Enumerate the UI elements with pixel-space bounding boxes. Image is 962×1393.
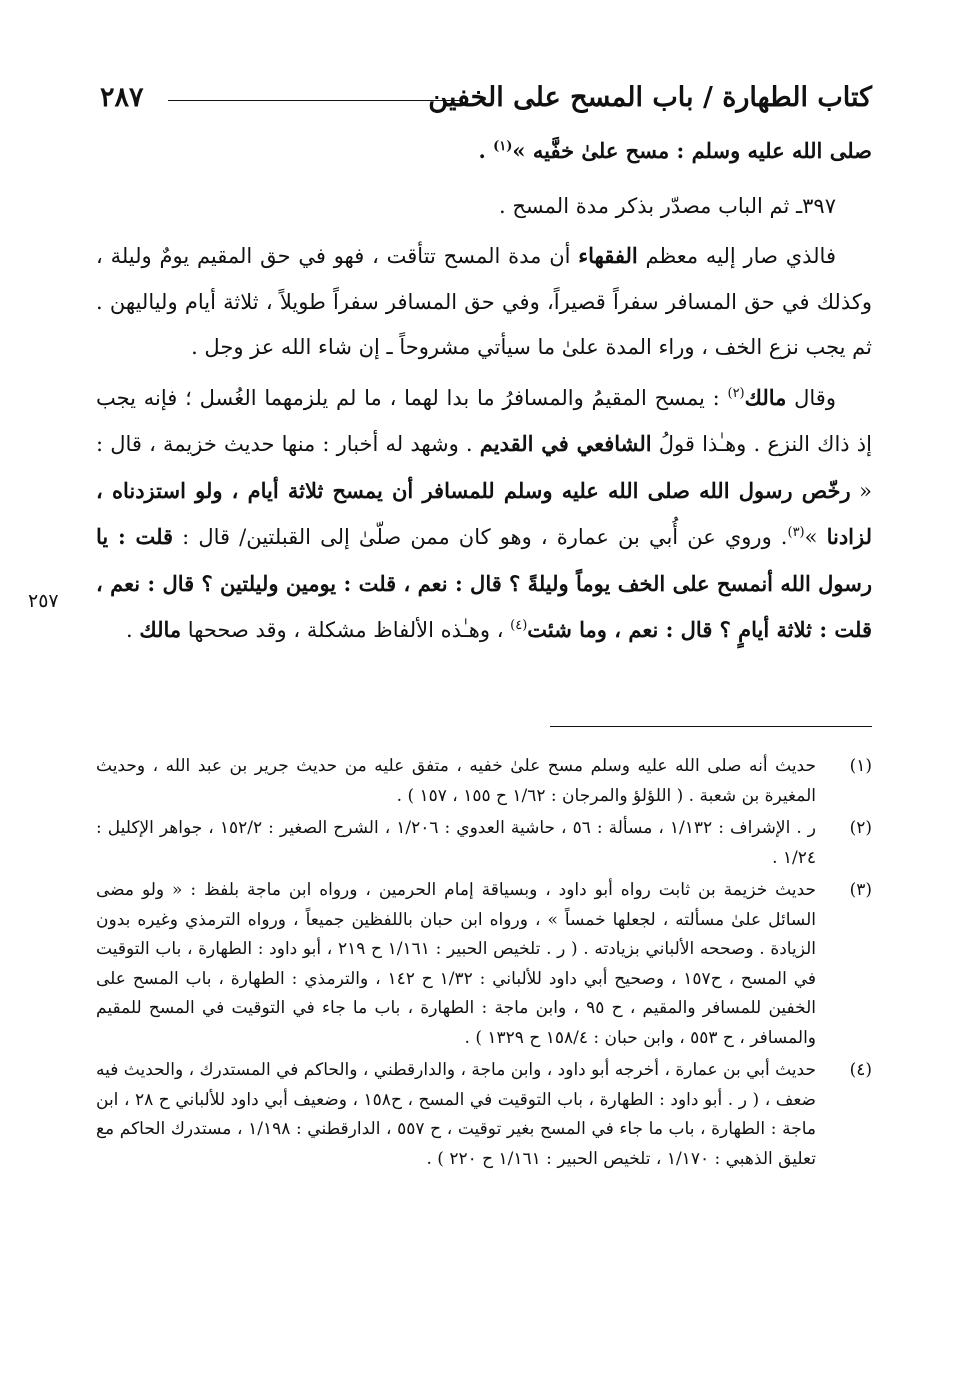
name-malik: مالك [139,617,182,642]
footnote-ref-2: (٢) [727,385,745,401]
footnote-text: حديث أبي بن عمارة ، أخرجه أبو داود ، وابن ماجة ، والدارقطني ، والحاكم في المستدرك ، والحديث فيه ضعف ، ( ر . أبو داود : الطهارة ، باب التوقيت في المسح ، ح١٥٨ ، وضعيف أبي داود للألباني ح ٢٨ ، ابن ماجة : الطهارة ، باب ما جاء في المسح بغير توقيت ، ح ٥٥٧ ، الدارقطني : ١/١٩٨ ، مستدرك الحاكم مع تعليق الذهبي : ١/١٧٠ ، تلخيص الحبير : ١/١٦١ ح ٢٢٠ ) . [96,1060,816,1169]
paragraph-malik [96,375,872,654]
hadith-ubayy: قلت : يا رسول الله أنمسح على الخف يوماً وليلةً ؟ قال : نعم ، قلت : يومين وليلتين ؟ قال : نعم ، قلت : ثلاثة أيامٍ ؟ قال : نعم ، وما شئت [96,524,872,642]
footnote-1 [96,752,872,811]
footnote-number: (١) [849,756,872,776]
text-run: : يمسح المقيمُ والمسافرُ ما بدا لهما ، ما لم يلزمهما الغُسل ؛ فإنه يجب إذ ذاك النزع . وهـٰذا قولُ [96,385,872,456]
page-number: ٢٨٧ [100,82,144,113]
text-run: فالذي صار إليه معظم [637,244,836,268]
running-header [100,78,872,118]
header-rule [168,100,463,101]
text-run: . وروي عن أُبي بن عمارة ، وهو كان ممن صلّىٰ إلى القبلتين/ قال : [173,525,788,549]
name-malik: مالك [744,384,787,410]
text-run: وقال [786,385,836,410]
paragraph-duration [96,233,872,371]
term-shafii: الشافعي في القديم [479,431,652,456]
hadith-khuzayma: رخّص رسول الله صلى الله عليه وسلم للمسافر أن يمسح ثلاثة أيام ، ولو استزدناه ، لزادنا [96,477,872,549]
footnote-text: ر . الإشراف : ١/١٣٢ ، مسألة : ٥٦ ، حاشية العدوي : ١/٢٠٦ ، الشرح الصغير : ١٥٢/٢ ، جواهر الإكليل : ١/٢٤ . [96,818,817,868]
footnote-ref-3: (٣) [787,525,805,540]
text-run: » [804,525,827,549]
footnote-3 [96,876,872,1053]
footnote-ref-4: (٤) [510,618,528,633]
term-fuqaha: الفقهاء [578,243,638,268]
footnote-separator [550,726,872,727]
paragraph-397 [96,184,872,230]
header-title: كتاب الطهارة / باب المسح على الخفين [428,82,872,113]
footnote-ref-1: (١) [493,139,513,154]
footnote-number: (٤) [849,1060,872,1080]
footnotes [96,752,872,1177]
footnote-number: (٣) [849,880,872,900]
footnote-2 [96,814,872,873]
footnote-text: حديث أنه صلى الله عليه وسلم مسح علىٰ خفيه ، متفق عليه من حديث جرير بن عبد الله ، وحديث المغيرة بن شعبة . ( اللؤلؤ والمرجان : ١/٦٢ ح ١٥٥ ، ١٥٧ ) . [96,756,816,806]
main-text [96,128,872,654]
footnote-4 [96,1056,872,1174]
continuation-line [96,128,872,174]
footnote-number: (٢) [849,818,872,838]
text-run: أن مدة المسح تتأقت ، فهو في حق المقيم يومٌ وليلة ، وكذلك في حق المسافر سفراً قصيراً، وفي حق المسافر سفراً طويلاً ، ثلاثة أيام ولياليهن . ثم يجب نزع الخف ، وراء المدة علىٰ ما سيأتي مشروحاً ـ إن شاء الله عز وجل . [96,244,872,359]
text-run: . وشهد له أخبار : منها حديث خزيمة ، قال : « [96,432,872,503]
continuation-text: صلى الله عليه وسلم : مسح علىٰ خفَّيه » [512,138,872,163]
footnote-text: حديث خزيمة بن ثابت رواه أبو داود ، وبسياقة إمام الحرمين ، ورواه ابن ماجة بلفظ : « ولو مضى السائل علىٰ مسألته ، لجعلها خمساً » ، ورواه ابن حبان باللفظين جميعاً ، ورواه الترمذي وغيره بدون الزيادة . وصححه الألباني بزيادته . ( ر . تلخيص الحبير : ١/١٦١ ح ٢١٩ ، أبو داود : الطهارة ، باب التوقيت في المسح ، ح١٥٧ ، وصحيح أبي داود للألباني : ١/٣٢ ح ١٤٢ ، والترمذي : الطهارة ، باب المسح على الخفين للمسافر والمقيم ، ح ٩٥ ، وابن ماجة : الطهارة ، باب ما جاء في التوقيت في المسح للمقيم والمسافر ، ح ٥٥٣ ، وابن حبان : ١٥٨/٤ ح ١٣٢٩ ) . [96,880,817,1048]
text-run: . [126,618,140,642]
margin-page-number: ٢٥٧ [28,590,59,612]
text-run: ، وهـٰذه الألفاظ مشكلة ، وقد صححها [181,618,511,642]
paragraph-397-text: ٣٩٧ـ ثم الباب مصدّر بذكر مدة المسح . [499,193,836,218]
continuation-end: . [478,138,494,163]
